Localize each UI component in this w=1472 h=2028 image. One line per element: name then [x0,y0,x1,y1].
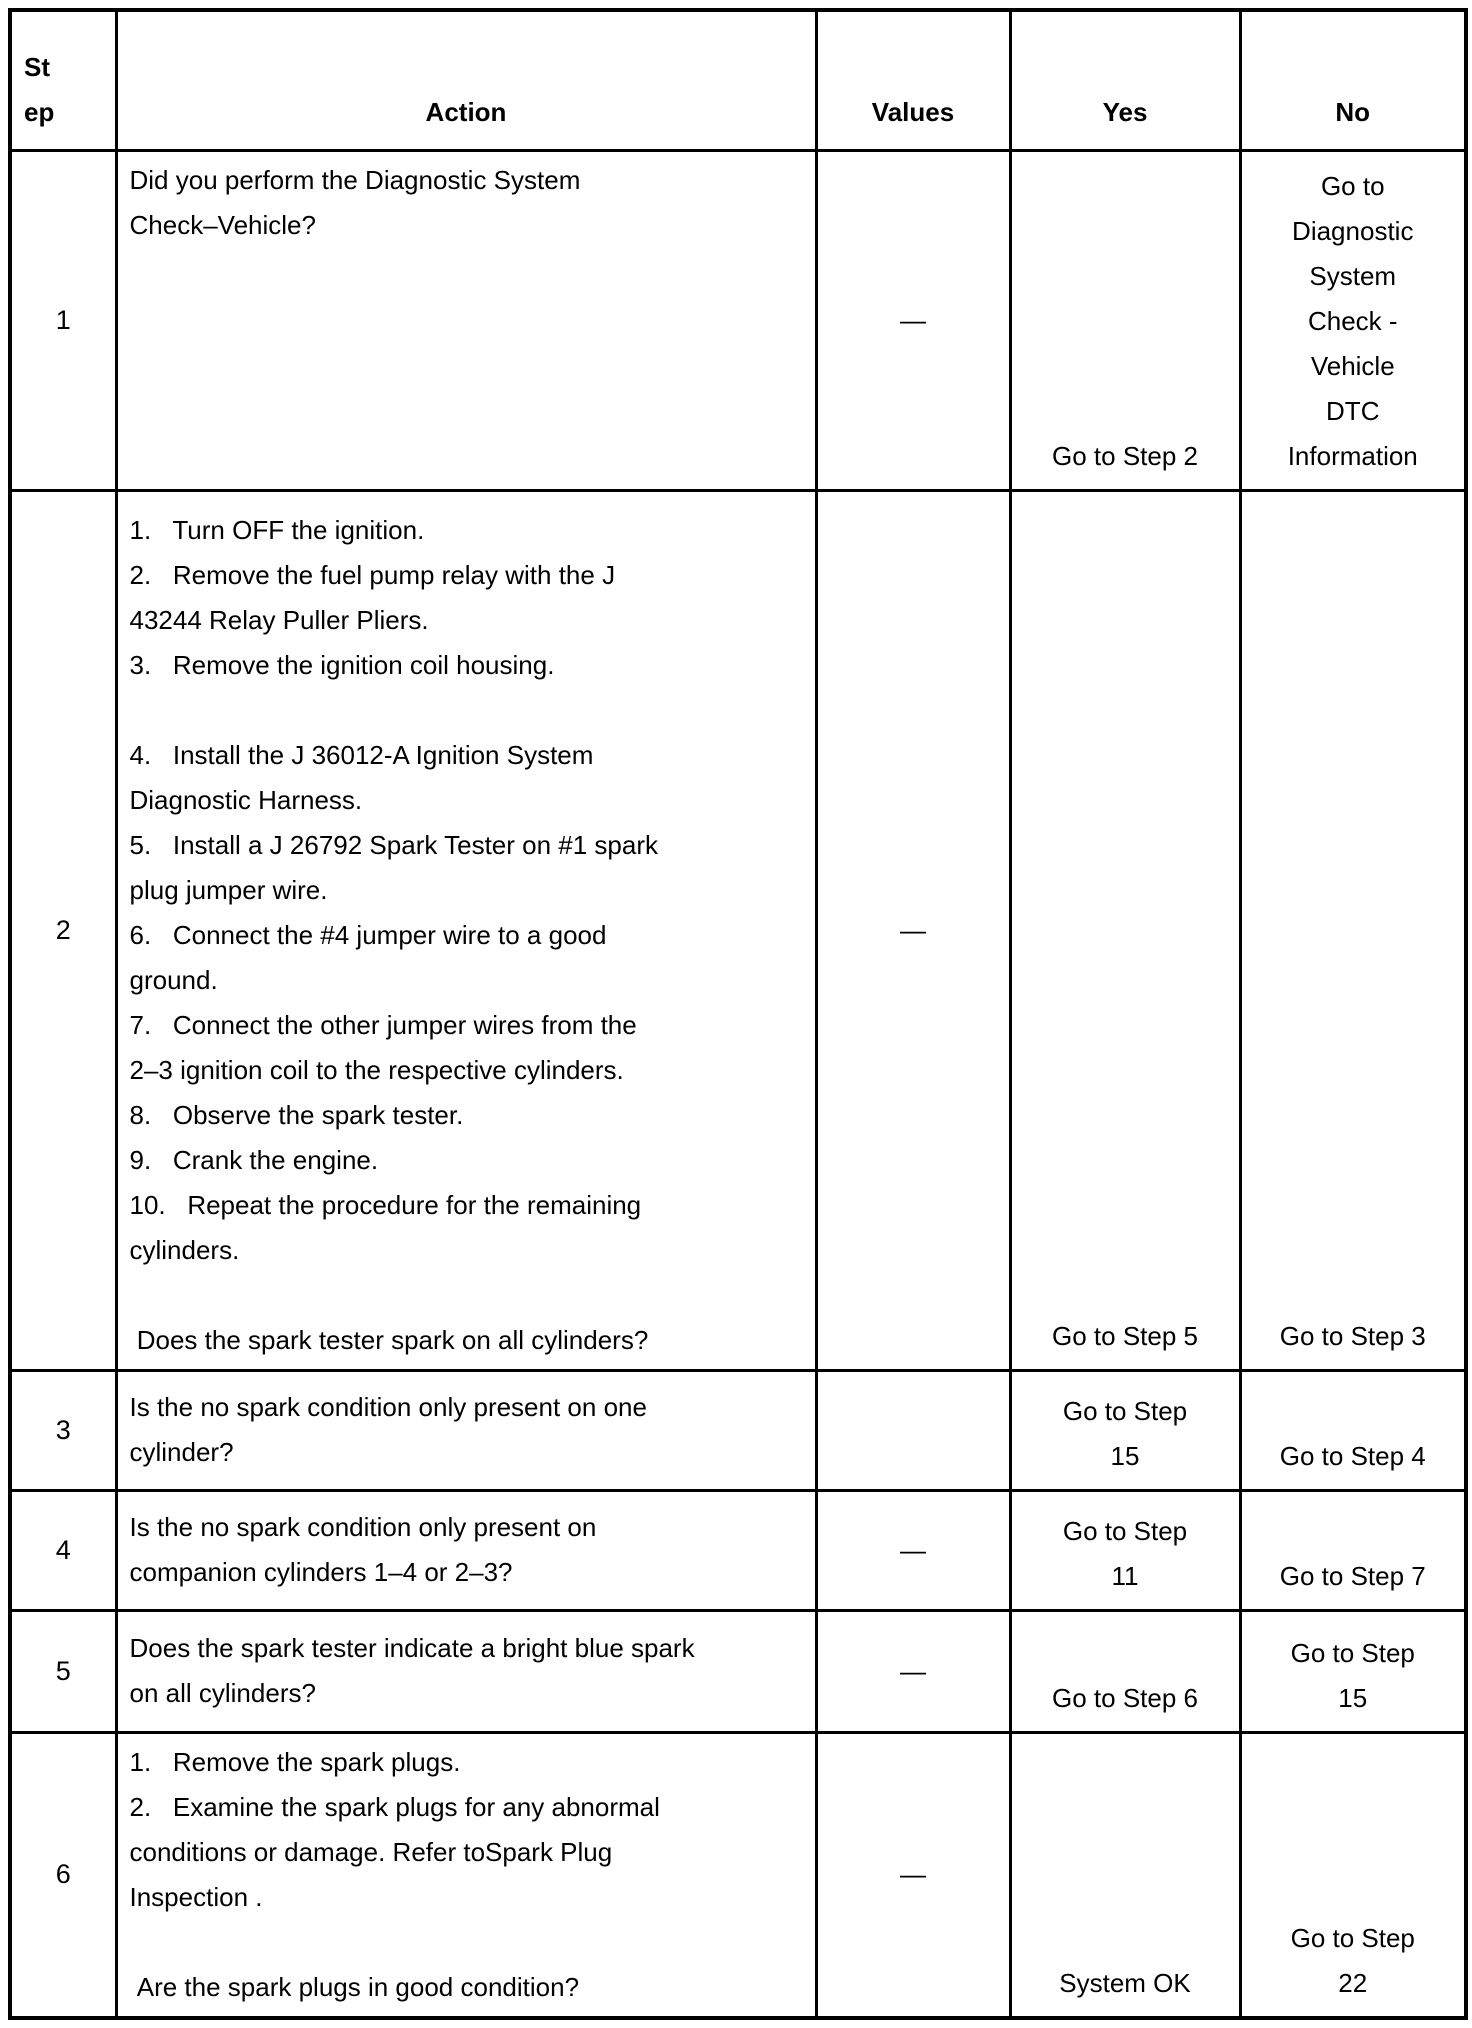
step-cell: 2 [10,490,116,1370]
yes-cell: Go to Step 2 [1010,150,1240,490]
action-cell: Is the no spark condition only present on one cylinder? [116,1370,816,1490]
yes-cell: Go to Step 6 [1010,1610,1240,1732]
action-cell: Does the spark tester indicate a bright blue spark on all cylinders? [116,1610,816,1732]
values-cell: — [816,1732,1010,2018]
yes-cell: System OK [1010,1732,1240,2018]
action-cell: Is the no spark condition only present on companion cylinders 1–4 or 2–3? [116,1490,816,1610]
yes-cell: Go to Step 11 [1010,1490,1240,1610]
table-row-step-2 [10,490,1466,1370]
yes-cell: Go to Step 15 [1010,1370,1240,1490]
step-cell: 4 [10,1490,116,1610]
header-action: Action [116,10,816,150]
table-row-step-3 [10,1370,1466,1490]
values-cell: — [816,150,1010,490]
step-cell: 5 [10,1610,116,1732]
step-cell: 3 [10,1370,116,1490]
table-row-step-4 [10,1490,1466,1610]
step-cell: 6 [10,1732,116,2018]
action-cell: 1. Remove the spark plugs. 2. Examine the spark plugs for any abnormal conditions or damage. Refer toSpark Plug Inspection . Are the spark plugs in good condition? [116,1732,816,2018]
table-row-step-6 [10,1732,1466,2018]
header-values: Values [816,10,1010,150]
no-cell: Go to Step 4 [1240,1370,1466,1490]
no-cell: Go to Step 15 [1240,1610,1466,1732]
values-cell [816,1370,1010,1490]
no-cell: Go to Step 22 [1240,1732,1466,2018]
action-cell: 1. Turn OFF the ignition. 2. Remove the fuel pump relay with the J 43244 Relay Puller Pliers. 3. Remove the ignition coil housing. 4. Install the J 36012-A Ignition System Diagnostic Harness. 5. Install a J 26792 Spark Tester on #1 spark plug jumper wire. 6. Connect the #4 jumper wire to a good ground. 7. Connect the other jumper wires from the 2–3 ignition coil to the respective cylinders. 8. Observe the spark tester. 9. Crank the engine. 10. Repeat the procedure for the remaining cylinders. Does the spark tester spark on all cylinders? [116,490,816,1370]
no-cell: Go to Step 7 [1240,1490,1466,1610]
header-yes: Yes [1010,10,1240,150]
table-row-step-5 [10,1610,1466,1732]
no-cell: Go to Step 3 [1240,490,1466,1370]
header-row [10,10,1466,150]
no-cell: Go to Diagnostic System Check - Vehicle DTC Information [1240,150,1466,490]
table-row-step-1 [10,150,1466,490]
values-cell: — [816,490,1010,1370]
action-cell: Did you perform the Diagnostic System Check–Vehicle? [116,150,816,490]
header-no: No [1240,10,1466,150]
values-cell: — [816,1490,1010,1610]
step-cell: 1 [10,150,116,490]
values-cell: — [816,1610,1010,1732]
yes-cell: Go to Step 5 [1010,490,1240,1370]
header-step: St ep [10,10,116,150]
diagnostic-step-table [8,8,1468,2020]
